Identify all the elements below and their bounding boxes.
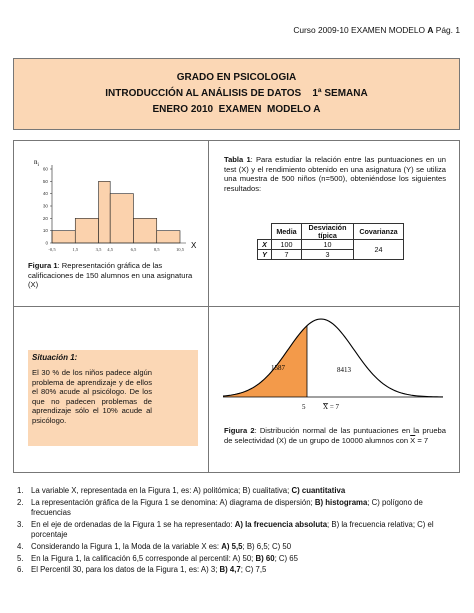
situacion-1-text: El 30 % de los niños padece algún problema de aprendizaje y de ellos el 80% acude al psicólogo. De los que no padecen problemas de aprendizaje sólo el 10% acude al psicólogo. — [32, 368, 152, 425]
tabla-1-label: Tabla 1 — [224, 155, 251, 164]
figure-2-caption-mean-var: $\overline{X}$ — [410, 435, 416, 445]
normal-distribution-figure-2 — [221, 313, 445, 413]
situacion-1-box — [28, 350, 198, 446]
exam-header — [13, 58, 460, 130]
y-tick-label: 10 — [42, 228, 48, 234]
question-item — [17, 542, 463, 552]
mean-label: X = 7 — [323, 403, 340, 411]
question-number: 4. — [17, 541, 24, 551]
question-text: El Percentil 30, para los datos de la Figura 1, es: A) 3; B) 4,7; C) 7,5 — [31, 565, 267, 575]
histogram-figure-1 — [30, 153, 200, 259]
tabla-1-text: : Para estudiar la relación entre las puntuaciones en un test (X) y el rendimiento obtenido en una asignatura (Y) se utiliza una muestra de 500 niños (n=500), obteniéndose los siguientes resultados: — [224, 155, 446, 193]
figure-1-caption-label: Figura 1 — [28, 261, 58, 270]
y-tick-label: 0 — [45, 240, 48, 246]
histogram-bar — [99, 181, 111, 243]
header-line-2: INTRODUCCIÓN AL ANÁLISIS DE DATOS 1ª SEMANA — [105, 88, 368, 99]
question-number: 6. — [17, 565, 24, 575]
y-tick-label: 40 — [42, 191, 48, 197]
figure-2-caption-label: Figura 2 — [224, 426, 255, 435]
y-tick-label: 20 — [42, 215, 48, 221]
question-item — [17, 554, 463, 564]
x-tick-label: -0,5 — [48, 247, 56, 252]
question-number: 1. — [17, 486, 24, 495]
table-cell-media: 100 — [272, 240, 302, 250]
figure-1-caption — [28, 261, 196, 290]
table-row — [258, 240, 404, 250]
table-cell-desv: 10 — [302, 240, 354, 250]
question-text: En el eje de ordenadas de la Figura 1 se ha representado: A) la frecuencia absoluta; B) la frecuencia relativa; C) el porcentaje — [31, 519, 434, 539]
figure-2-caption-text: : Distribución normal de las puntuaciones en la prueba de selectividad (X) de un grupo de 10000 alumnos con — [224, 426, 447, 445]
histogram-bar — [52, 231, 75, 243]
right-area-label: 8413 — [337, 366, 351, 374]
histogram-bar — [133, 218, 156, 243]
left-tail-area — [223, 326, 307, 397]
header-line-3: ENERO 2010 EXAMEN MODELO A — [152, 104, 321, 115]
question-text: En la Figura 1, la calificación 6,5 corresponde al percentil: A) 50; B) 60; C) 65 — [31, 553, 298, 563]
table-header-desviacion: Desviación típica — [302, 224, 354, 240]
tabla-1-description — [224, 155, 446, 193]
table-cell-covarianza: 24 — [354, 240, 404, 260]
running-head-course: Curso 2009-10 EXAMEN MODELO — [293, 25, 428, 35]
question-text: La representación gráfica de la Figura 1 se denomina: A) diagrama de dispersión; B) histograma; C) polígono de frecuencias — [31, 497, 423, 517]
table-header-row — [258, 224, 404, 240]
question-number: 5. — [17, 553, 24, 563]
x-tick-label: 10,5 — [175, 247, 185, 252]
table-header-media: Media — [272, 224, 302, 240]
histogram-bar — [157, 231, 180, 243]
x-tick-label: 3,5 — [95, 247, 102, 252]
y-axis-label: $n_i$ — [34, 158, 39, 168]
question-item — [17, 498, 463, 518]
table-cell-media: 7 — [272, 250, 302, 260]
y-tick-label: 60 — [42, 166, 48, 172]
x-tick-label: 6,5 — [130, 247, 137, 252]
figure-2-caption — [224, 426, 446, 445]
figure-1-caption-text: : Representación gráfica de las calificaciones de 150 alumnos en una asignatura (X) — [28, 261, 193, 290]
y-tick-label: 50 — [42, 178, 48, 184]
running-head-model: A — [427, 25, 434, 35]
x-tick-label: 4,5 — [107, 247, 114, 252]
situacion-1-title: Situación 1: — [32, 353, 78, 362]
questions-list — [17, 486, 463, 577]
table-corner-cell — [258, 224, 272, 240]
running-head — [293, 25, 460, 35]
histogram-bar — [110, 194, 133, 243]
running-head-page-number: 1 — [455, 25, 460, 35]
question-number: 3. — [17, 519, 24, 529]
grid-horizontal-divider — [14, 306, 459, 307]
figure-2-caption-mean-value: = 7 — [415, 435, 429, 445]
statistics-table — [257, 223, 404, 260]
cut-value-label: 5 — [302, 403, 306, 411]
x-axis-label: X — [191, 241, 197, 250]
figures-grid — [13, 140, 460, 473]
question-item — [17, 486, 463, 496]
normal-curve — [223, 319, 443, 397]
header-line-1: GRADO EN PSICOLOGIA — [176, 72, 297, 83]
table-row-var: X — [258, 240, 272, 250]
question-item — [17, 565, 463, 575]
running-head-page-label: Pág. — [433, 25, 456, 35]
histogram-bar — [75, 218, 98, 243]
table-header-covarianza: Covarianza — [354, 224, 404, 240]
question-item — [17, 520, 463, 540]
question-text: Considerando la Figura 1, la Moda de la variable X es: A) 5,5; B) 6,5; C) 50 — [31, 541, 292, 551]
x-tick-label: 1,5 — [72, 247, 79, 252]
x-tick-label: 8,5 — [153, 247, 160, 252]
table-cell-desv: 3 — [302, 250, 354, 260]
question-text: La variable X, representada en la Figura 1, es: A) politómica; B) cualitativa; C) cuantitativa — [31, 486, 346, 495]
y-tick-label: 30 — [42, 203, 48, 209]
table-row-var: Y — [258, 250, 272, 260]
left-area-label: 1587 — [271, 364, 285, 372]
question-number: 2. — [17, 497, 24, 507]
